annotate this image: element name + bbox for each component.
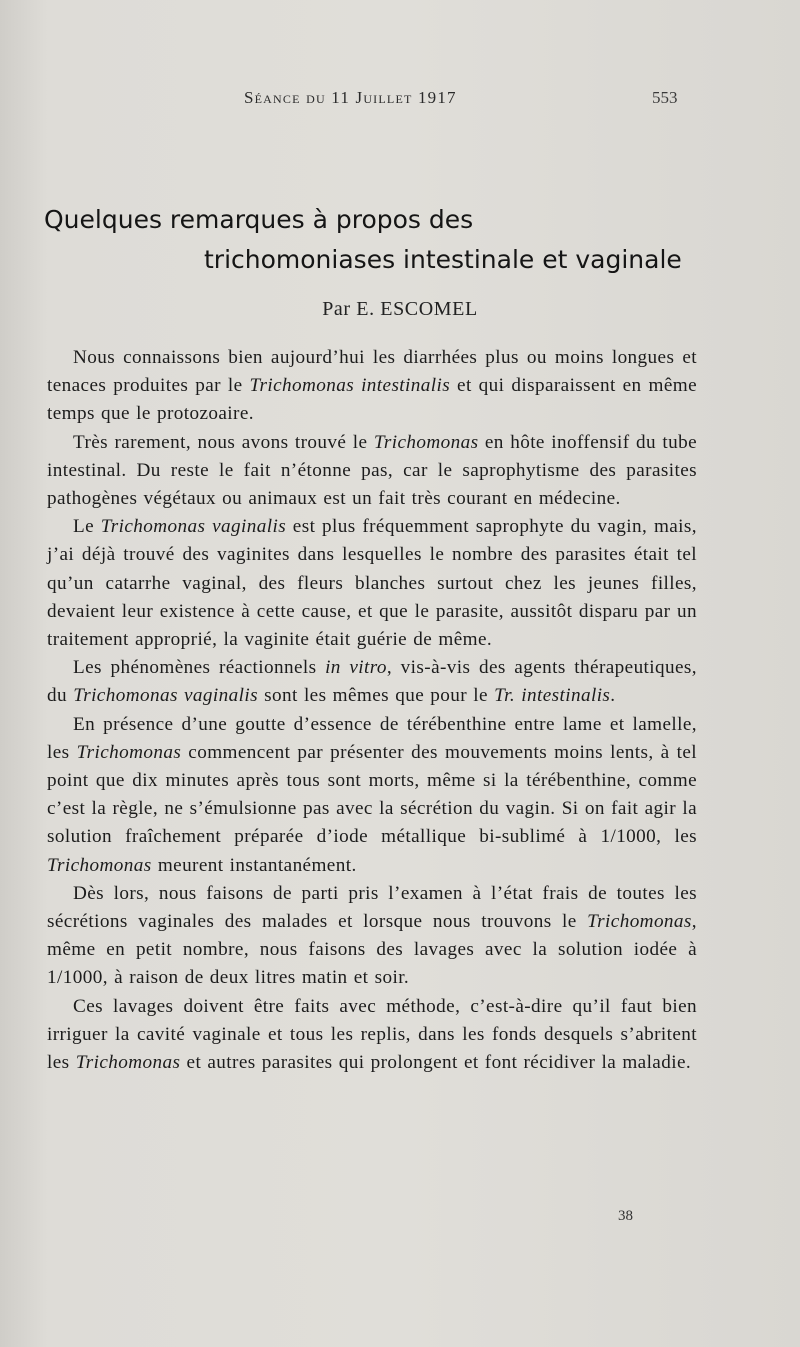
text-run: , vis-à-vis des agents thérapeutiques, du [47,657,697,707]
text-run: . [610,685,616,707]
text-run: En présence d’une goutte d’essence de térébenthine entre lame et lamelle, les [47,713,697,763]
running-header [0,86,800,116]
article-body [47,344,697,1077]
page-number: 553 [652,88,678,107]
text-run: , même en petit nombre, nous faisons des lavages avec la solution iodée à 1/1000, à raison de deux litres matin et soir. [47,911,697,989]
article-title-line-2: trichomoniases intestinale et vaginale [204,245,682,274]
body-paragraph [47,993,697,1078]
text-run: et qui disparaissent en même temps que le protozoaire. [47,375,697,425]
text-run: est plus fréquemment saprophyte du vagin, mais, j’ai déjà trouvé des vaginites dans lesquelles le nombre des parasites était tel qu’un catarrhe vaginal, des fleurs blanches surtout chez les jeunes filles, devaient leur existence à cette cause, et que le parasite, aussitôt disparu par un traitement approprié, la vaginite était guérie de même. [47,516,697,651]
article-title [44,200,744,280]
text-run: sont les mêmes que pour le [257,685,495,707]
article-title-line-1: Quelques remarques à propos des [44,205,474,234]
italic-term: Trichomonas [373,431,479,453]
italic-term: Trichomonas [47,854,152,876]
body-paragraph [47,513,697,654]
italic-term: Trichomonas intestinalis [249,375,451,397]
text-run: Dès lors, nous faisons de parti pris l’examen à l’état frais de toutes les sécrétions vaginales des malades et lorsque nous trouvons le [47,882,697,933]
italic-term: Trichomonas [587,911,692,933]
text-run: Le [73,516,101,538]
text-run: en hôte inoffensif du tube intestinal. Du reste le fait n’étonne pas, car le saprophytisme des parasites pathogènes végétaux ou animaux est un fait très courant en médecine. [47,431,697,510]
italic-term: Tr. intestinalis [494,685,611,707]
text-run: meurent instantanément. [151,854,357,876]
italic-term: in vitro [325,657,387,679]
body-paragraph [47,880,697,993]
article-author: Par E. ESCOMEL [322,298,478,320]
body-paragraph [47,429,697,514]
text-run: et autres parasites qui prolongent et font récidiver la maladie. [180,1052,692,1074]
text-run: Les phénomènes réactionnels [73,657,326,679]
italic-term: Trichomonas vaginalis [100,516,287,538]
text-run: commencent par présenter des mouvements moins lents, à tel point que dix minutes après tous sont morts, même si la térébenthine, comme c’est la règle, ne s’émulsionne pas avec la sécrétion du vagin. Si on fait agir la solution fraîchement préparée d’iode métallique bi-sublimé à 1/1000, les [47,741,697,848]
italic-term: Trichomonas [76,741,182,763]
body-paragraph [47,654,697,710]
italic-term: Trichomonas [75,1052,181,1074]
text-run: Très rarement, nous avons trouvé le [73,431,374,453]
body-paragraph [47,711,697,880]
text-run: Ces lavages doivent être faits avec méthode, c’est-à-dire qu’il faut bien irriguer la cavité vaginale et tous les replis, dans les fonds desquels s’abritent les [47,995,697,1074]
running-title: Séance du 11 Juillet 1917 [244,88,457,107]
body-paragraph [47,344,697,429]
italic-term: Trichomonas vaginalis [73,685,258,707]
signature-mark: 38 [618,1208,633,1224]
text-run: Nous connaissons bien aujourd’hui les diarrhées plus ou moins longues et tenaces produites par le [47,347,697,397]
